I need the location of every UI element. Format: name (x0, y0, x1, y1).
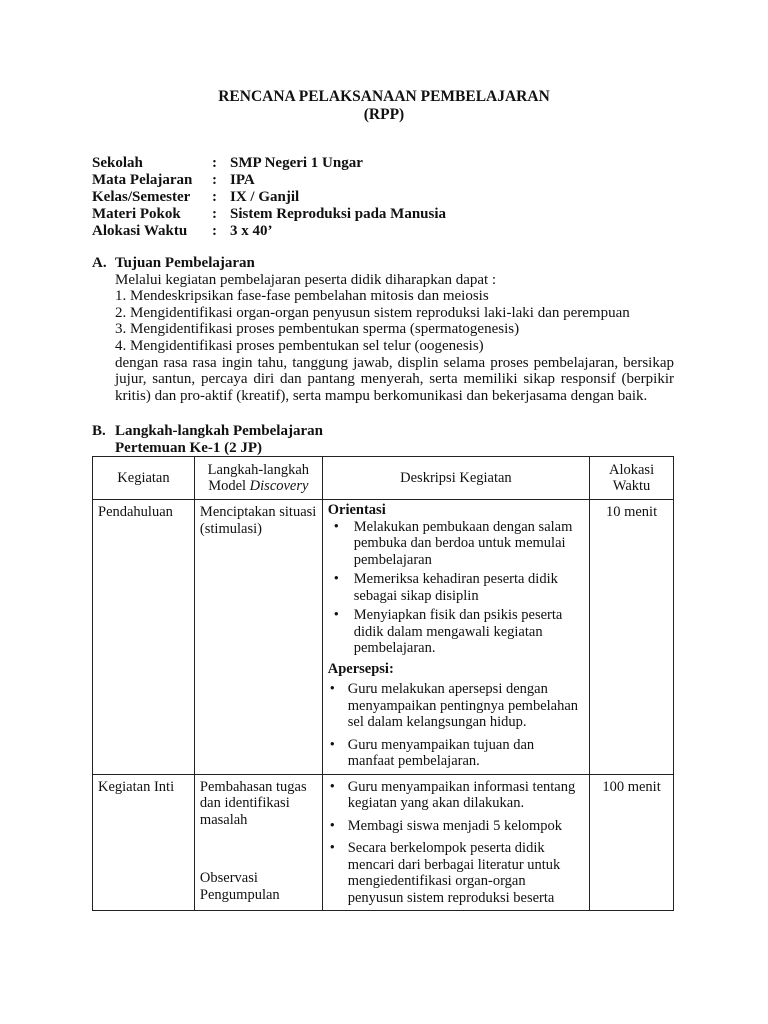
header-alokasi-line1: Alokasi (609, 461, 655, 478)
cell-langkah (194, 774, 322, 911)
header-alokasi-line2: Waktu (612, 478, 651, 494)
table-header-row (93, 457, 674, 500)
objective-intro: Melalui kegiatan pembelajaran peserta didik diharapkan dapat : (115, 271, 497, 288)
list-item: • Guru menyampaikan tujuan dan manfaat pembelajaran. (328, 737, 584, 770)
list-item: • Secara berkelompok peserta didik mencari dari berbagai literatur untuk mengiedentifikasi organ-organ penyusun sistem reproduksi beserta (328, 840, 584, 906)
header-langkah-line2 (199, 478, 318, 495)
list-item: • Memeriksa kehadiran peserta didik sebagai sikap disiplin (328, 571, 584, 604)
list-item: • Guru menyampaikan informasi tentang kegiatan yang akan dilakukan. (328, 779, 584, 812)
cell-deskripsi (322, 500, 589, 775)
info-row-kelas-semester (92, 189, 446, 206)
orientasi-heading: Orientasi (327, 502, 386, 518)
document-title: RENCANA PELAKSANAAN PEMBELAJARAN (218, 88, 550, 105)
info-row-materi-pokok (92, 206, 446, 223)
info-label: Materi Pokok (92, 206, 181, 222)
table-row (93, 500, 674, 775)
info-row-sekolah (92, 155, 446, 172)
cell-alokasi: 10 menit (590, 500, 674, 775)
list-item: • Membagi siswa menjadi 5 kelompok (328, 818, 584, 835)
section-heading (92, 423, 674, 440)
objective-item: 2. Mengidentifikasi organ-organ penyusun sistem reproduksi laki-laki dan perempuan (115, 304, 630, 321)
cell-kegiatan: Pendahuluan (93, 500, 195, 775)
section-title: Tujuan Pembelajaran (115, 255, 255, 271)
section-heading (92, 255, 674, 272)
langkah-step: Pembahasan tugas dan identifikasi masalah (199, 778, 307, 828)
info-value: IPA (230, 172, 255, 188)
header-langkah (194, 457, 322, 500)
list-item: • Melakukan pembukaan dengan salam pembuka dan berdoa untuk memulai pembelajaran (328, 519, 584, 569)
identity-block (92, 155, 446, 240)
info-value: SMP Negeri 1 Ungar (230, 155, 363, 171)
activity-table (92, 456, 674, 911)
cell-deskripsi (322, 774, 589, 911)
cell-langkah: Menciptakan situasi (stimulasi) (194, 500, 322, 775)
section-tujuan (92, 255, 674, 404)
info-colon: : (212, 189, 217, 205)
info-value: 3 x 40’ (230, 223, 273, 239)
header-kegiatan: Kegiatan (93, 457, 195, 500)
section-langkah (92, 423, 674, 456)
inti-list (328, 779, 584, 907)
section-number: A. (92, 255, 107, 271)
info-row-alokasi-waktu (92, 223, 446, 240)
header-langkah-line1: Langkah-langkah (207, 461, 310, 478)
info-label: Mata Pelajaran (92, 172, 193, 188)
header-langkah-italic: Discovery (249, 478, 309, 494)
list-item: • Guru melakukan apersepsi dengan menyampaikan pentingnya pembelahan sel dalam kelangsungan hidup. (328, 681, 584, 731)
apersepsi-heading: Apersepsi: (327, 660, 394, 677)
header-langkah-prefix: Model (208, 478, 250, 494)
document-subtitle: (RPP) (363, 106, 405, 123)
section-title: Langkah-langkah Pembelajaran (115, 423, 323, 439)
langkah-step: Observasi Pengumpulan (199, 870, 280, 903)
info-label: Alokasi Waktu (92, 223, 188, 239)
orientasi-list (328, 519, 584, 657)
table-row (93, 774, 674, 911)
info-value: Sistem Reproduksi pada Manusia (230, 206, 447, 222)
objective-item: 1. Mendeskripsikan fase-fase pembelahan mitosis dan meiosis (115, 288, 489, 305)
cell-alokasi: 100 menit (590, 774, 674, 911)
info-label: Kelas/Semester (92, 189, 191, 205)
meeting-heading: Pertemuan Ke-1 (2 JP) (115, 439, 263, 456)
info-colon: : (212, 206, 217, 222)
info-colon: : (212, 155, 217, 171)
header-deskripsi: Deskripsi Kegiatan (322, 457, 589, 500)
section-number: B. (92, 423, 106, 439)
header-alokasi (590, 457, 674, 500)
apersepsi-list (328, 681, 584, 770)
cell-kegiatan: Kegiatan Inti (93, 774, 195, 911)
objective-closing: dengan rasa rasa ingin tahu, tanggung jawab, displin selama proses pembelajaran, bersikap jujur, santun, percaya diri dan pantang menyerah, serta memiliki sikap responsif (berpikir kritis) dan pro-aktif (kreatif), serta mampu berkomunikasi dan bekerjasama dengan baik. (115, 354, 674, 404)
info-colon: : (212, 223, 217, 239)
info-label: Sekolah (92, 155, 143, 171)
list-item: • Menyiapkan fisik dan psikis peserta didik dalam mengawali kegiatan pembelajaran. (328, 607, 584, 657)
objective-item: 3. Mengidentifikasi proses pembentukan sperma (spermatogenesis) (115, 321, 520, 338)
info-colon: : (212, 172, 217, 188)
info-value: IX / Ganjil (230, 189, 300, 205)
info-row-mata-pelajaran (92, 172, 446, 189)
objective-item: 4. Mengidentifikasi proses pembentukan sel telur (oogenesis) (115, 337, 484, 354)
